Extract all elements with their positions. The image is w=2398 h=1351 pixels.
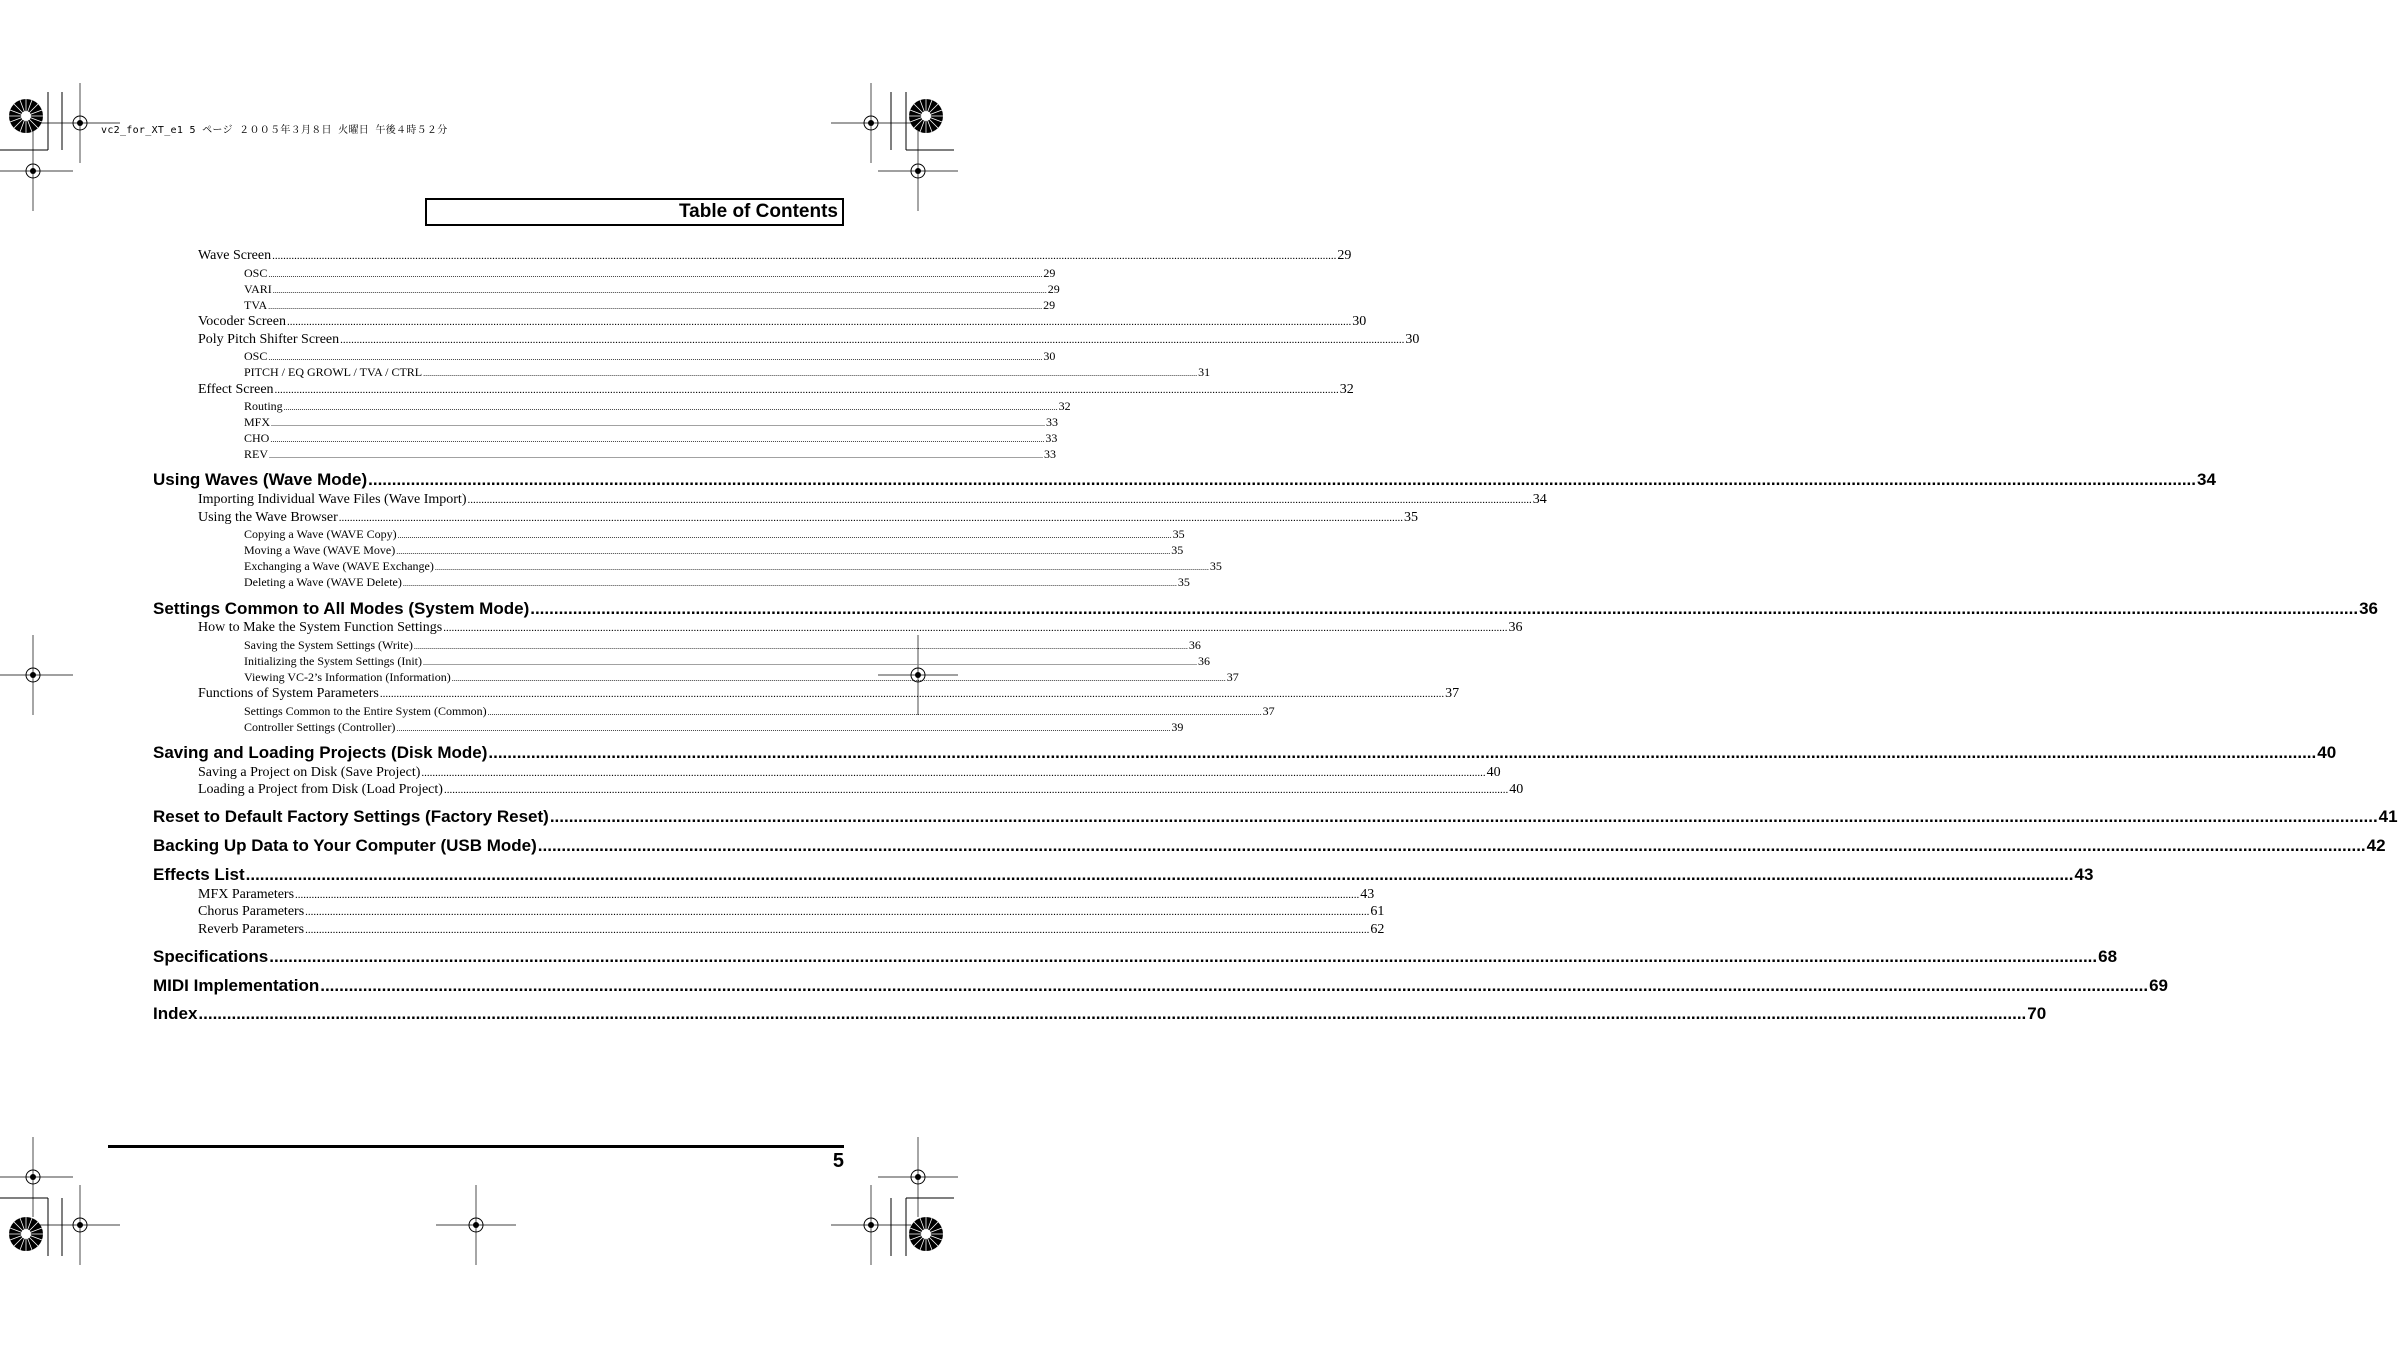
toc-entry-label: Settings Common to All Modes (System Mode) [153, 599, 530, 618]
toc-entry-page: 40 [2317, 743, 2337, 762]
toc-entry-label: Settings Common to the Entire System (Common) [244, 704, 487, 718]
toc-leader-dots [443, 622, 1507, 634]
toc-subsection-entry [0, 399, 1071, 414]
toc-subsection-entry [0, 543, 1184, 558]
toc-section-entry [0, 782, 1524, 798]
toc-entry-label: Controller Settings (Controller) [244, 720, 396, 734]
toc-chapter-entry [0, 836, 2386, 856]
toc-leader-dots [295, 889, 1359, 901]
toc-section-entry [0, 765, 1501, 781]
toc-section-entry [0, 332, 1420, 348]
toc-subsection-entry [0, 298, 1056, 313]
toc-leader-dots [270, 435, 1044, 444]
toc-entry-label: CHO [244, 431, 270, 445]
toc-entry-page: 29 [1047, 282, 1060, 296]
toc-section-entry [0, 248, 1352, 264]
toc-entry-page: 43 [1360, 887, 1375, 902]
toc-section-entry [0, 382, 1354, 398]
toc-entry-label: Loading a Project from Disk (Load Project) [198, 782, 443, 797]
toc-entry-page: 30 [1405, 332, 1420, 347]
toc-entry-page: 42 [2366, 836, 2386, 855]
toc-leader-dots [287, 316, 1351, 328]
toc-entry-label: Chorus Parameters [198, 904, 305, 919]
toc-section-entry [0, 922, 1385, 938]
toc-chapter-entry [0, 1004, 2047, 1024]
toc-entry-label: Viewing VC-2’s Information (Information) [244, 670, 451, 684]
toc-entry-page: 37 [1445, 686, 1460, 701]
toc-leader-dots [284, 403, 1058, 412]
toc-entry-label: Specifications [153, 947, 269, 966]
toc-entry-page: 29 [1337, 248, 1352, 263]
toc-leader-dots [403, 579, 1177, 588]
toc-leader-dots [269, 947, 2097, 967]
toc-leader-dots [452, 674, 1226, 683]
toc-leader-dots [423, 369, 1197, 378]
toc-entry-label: Functions of System Parameters [198, 686, 379, 701]
toc-entry-page: 33 [1044, 447, 1056, 461]
toc-entry-label: REV [244, 447, 268, 461]
toc-entry-page: 41 [2378, 807, 2398, 826]
toc-entry-page: 43 [2074, 865, 2094, 884]
toc-entry-label: Poly Pitch Shifter Screen [198, 332, 340, 347]
toc-leader-dots [398, 531, 1172, 540]
toc-entry-page: 32 [1058, 399, 1071, 413]
toc-entry-label: Vocoder Screen [198, 314, 286, 329]
toc-entry-label: VARI [244, 282, 272, 296]
toc-leader-dots [538, 836, 2366, 856]
toc-entry-page: 36 [1188, 638, 1201, 652]
toc-leader-dots [396, 724, 1170, 733]
toc-entry-page: 36 [2359, 599, 2379, 618]
toc-entry-page: 40 [1486, 765, 1501, 780]
toc-entry-page: 61 [1370, 904, 1385, 919]
toc-entry-page: 62 [1370, 922, 1385, 937]
toc-section-entry [0, 620, 1523, 636]
toc-entry-page: 36 [1508, 620, 1523, 635]
toc-chapter-entry [0, 947, 2118, 967]
toc-leader-dots [275, 384, 1339, 396]
toc-entry-label: TVA [244, 298, 268, 312]
toc-leader-dots [368, 470, 2196, 490]
toc-subsection-entry [0, 704, 1275, 719]
toc-entry-page: 31 [1198, 365, 1211, 379]
toc-leader-dots [273, 286, 1047, 295]
toc-entry-label: OSC [244, 349, 268, 363]
toc-entry-label: Effect Screen [198, 382, 274, 397]
toc-leader-dots [305, 906, 1369, 918]
toc-section-entry [0, 887, 1375, 903]
toc-section-entry [0, 686, 1460, 702]
toc-subsection-entry [0, 349, 1056, 364]
toc-section-entry [0, 510, 1419, 526]
toc-subsection-entry [0, 720, 1184, 735]
toc-subsection-entry [0, 527, 1185, 542]
toc-subsection-entry [0, 266, 1056, 281]
toc-entry-page: 37 [1226, 670, 1239, 684]
toc-entry-label: Reset to Default Factory Settings (Factory Reset) [153, 807, 549, 826]
toc-leader-dots [269, 451, 1043, 460]
toc-entry-label: OSC [244, 266, 268, 280]
toc-leader-dots [488, 708, 1262, 717]
toc-leader-dots [198, 1004, 2026, 1024]
toc-entry-label: Initializing the System Settings (Init) [244, 654, 422, 668]
toc-leader-dots [396, 547, 1170, 556]
toc-subsection-entry [0, 670, 1239, 685]
toc-leader-dots [467, 494, 1531, 506]
toc-subsection-entry [0, 282, 1060, 297]
toc-entry-label: Effects List [153, 865, 245, 884]
toc-entry-label: Importing Individual Wave Files (Wave Import) [198, 492, 467, 507]
toc-entry-label: How to Make the System Function Settings [198, 620, 443, 635]
toc-subsection-entry [0, 447, 1056, 462]
toc-entry-label: Wave Screen [198, 248, 272, 263]
toc-entry-page: 33 [1046, 415, 1059, 429]
toc-section-entry [0, 492, 1547, 508]
toc-leader-dots [444, 784, 1508, 796]
toc-subsection-entry [0, 654, 1210, 669]
toc-entry-label: Deleting a Wave (WAVE Delete) [244, 575, 402, 589]
toc-header-box [425, 198, 844, 226]
toc-chapter-entry [0, 807, 2398, 827]
toc-entry-page: 34 [2196, 470, 2216, 489]
toc-leader-dots [268, 353, 1042, 362]
toc-leader-dots [530, 599, 2358, 619]
toc-leader-dots [320, 976, 2148, 996]
toc-entry-label: Routing [244, 399, 283, 413]
toc-entry-page: 40 [1509, 782, 1524, 797]
print-slug: vc2_for_XT_e1 5 ページ ２００５年３月８日 火曜日 午後４時５２分 [101, 125, 448, 136]
page-title: Table of Contents [678, 201, 838, 222]
toc-entry-label: Moving a Wave (WAVE Move) [244, 543, 396, 557]
toc-subsection-entry [0, 431, 1058, 446]
toc-subsection-entry [0, 559, 1222, 574]
toc-entry-label: Saving and Loading Projects (Disk Mode) [153, 743, 488, 762]
toc-leader-dots [272, 250, 1336, 262]
toc-subsection-entry [0, 575, 1190, 590]
toc-chapter-entry [0, 470, 2216, 490]
toc-entry-page: 33 [1045, 431, 1058, 445]
toc-entry-page: 39 [1171, 720, 1184, 734]
toc-entry-page: 35 [1209, 559, 1222, 573]
toc-leader-dots [305, 924, 1369, 936]
toc-leader-dots [414, 642, 1188, 651]
toc-entry-label: Reverb Parameters [198, 922, 305, 937]
toc-subsection-entry [0, 415, 1059, 430]
toc-leader-dots [268, 302, 1042, 311]
toc-entry-label: Using Waves (Wave Mode) [153, 470, 368, 489]
toc-entry-label: MFX [244, 415, 271, 429]
toc-entry-page: 36 [1197, 654, 1210, 668]
toc-entry-label: Exchanging a Wave (WAVE Exchange) [244, 559, 434, 573]
toc-leader-dots [435, 563, 1209, 572]
toc-chapter-entry [0, 599, 2379, 619]
toc-section-entry [0, 314, 1367, 330]
toc-entry-page: 68 [2098, 947, 2118, 966]
toc-leader-dots [421, 767, 1485, 779]
toc-entry-page: 30 [1043, 349, 1056, 363]
toc-chapter-entry [0, 865, 2094, 885]
toc-entry-label: Saving the System Settings (Write) [244, 638, 413, 652]
toc-section-entry [0, 904, 1385, 920]
toc-entry-page: 35 [1171, 543, 1184, 557]
toc-entry-label: PITCH / EQ GROWL / TVA / CTRL [244, 365, 423, 379]
toc-entry-page: 32 [1339, 382, 1354, 397]
toc-entry-page: 69 [2149, 976, 2169, 995]
toc-entry-page: 35 [1172, 527, 1185, 541]
toc-entry-label: Backing Up Data to Your Computer (USB Mode) [153, 836, 537, 855]
toc-entry-page: 35 [1177, 575, 1190, 589]
toc-leader-dots [339, 512, 1403, 524]
toc-entry-page: 34 [1532, 492, 1547, 507]
toc-leader-dots [488, 743, 2316, 763]
toc-subsection-entry [0, 365, 1211, 380]
toc-entry-label: Saving a Project on Disk (Save Project) [198, 765, 421, 780]
toc-entry-page: 30 [1352, 314, 1367, 329]
toc-entry-page: 35 [1404, 510, 1419, 525]
toc-leader-dots [340, 334, 1404, 346]
toc-leader-dots [423, 658, 1197, 667]
toc-entry-label: Copying a Wave (WAVE Copy) [244, 527, 397, 541]
footer-rule [108, 1145, 844, 1148]
toc-entry-page: 70 [2027, 1004, 2047, 1023]
toc-entry-label: MFX Parameters [198, 887, 295, 902]
toc-entry-page: 29 [1043, 298, 1056, 312]
toc-entry-label: Index [153, 1004, 198, 1023]
toc-chapter-entry [0, 976, 2169, 996]
toc-leader-dots [246, 865, 2074, 885]
page-number: 5 [832, 1150, 844, 1172]
toc-entry-label: Using the Wave Browser [198, 510, 338, 525]
toc-entry-page: 37 [1262, 704, 1275, 718]
toc-leader-dots [271, 419, 1045, 428]
toc-leader-dots [268, 270, 1042, 279]
toc-leader-dots [380, 688, 1444, 700]
toc-leader-dots [550, 807, 2378, 827]
toc-subsection-entry [0, 638, 1201, 653]
toc-entry-label: MIDI Implementation [153, 976, 320, 995]
toc-chapter-entry [0, 743, 2337, 763]
toc-entry-page: 29 [1043, 266, 1056, 280]
